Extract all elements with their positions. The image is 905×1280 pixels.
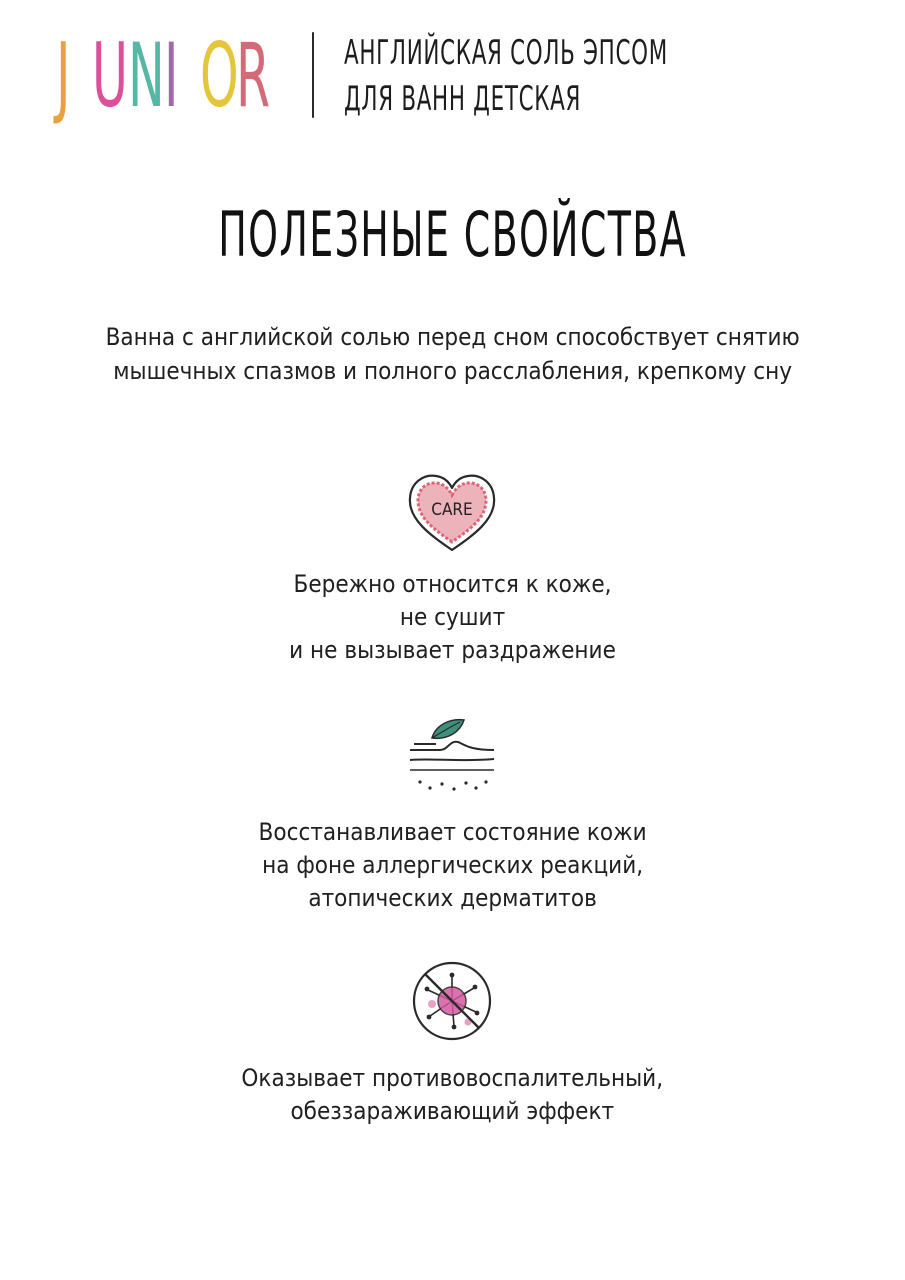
intro-line-2: мышечных спазмов и полного расслабления, крепкому сну [113,357,792,385]
benefit-2-line-1: Восстанавливает состояние кожи [258,818,647,846]
logo-letter-i: I [164,24,180,127]
logo-letter-o: O [200,24,240,127]
benefit-3-line-1: Оказывает противовоспалительный, [241,1064,664,1092]
header-divider [312,32,314,118]
benefit-1-line-2: не сушит [399,603,506,631]
benefit-2-line-3: атопических дерматитов [308,884,597,912]
benefit-3-line-2: обеззараживающий эффект [290,1097,615,1125]
care-label: CARE [431,500,473,520]
benefit-1-line-3: и не вызывает раздражение [289,636,616,664]
no-virus-icon [402,956,502,1046]
benefit-2-line-2: на фоне аллергических реакций, [261,851,643,879]
header [0,0,905,140]
logo-letter-j: J [56,24,72,127]
intro-line-1: Ванна с английской солью перед сном способствует снятию [105,323,800,351]
benefit-text-3 [0,1062,905,1128]
benefit-1-line-1: Бережно относится к коже, [293,570,612,598]
benefit-text-1 [0,568,905,667]
product-name-line-1: АНГЛИЙСКАЯ СОЛЬ ЭПСОМ [344,33,668,73]
product-name-line-2: ДЛЯ ВАНН ДЕТСКАЯ [344,79,582,119]
care-heart-icon [402,466,502,556]
logo-letter-n: N [128,24,166,127]
product-name [344,30,668,122]
page-title [0,195,905,275]
logo-letter-r: R [236,24,272,127]
brand-logo [56,24,272,127]
benefit-text-2 [0,816,905,915]
intro-text [0,320,905,388]
leaf-skin-layers-icon [402,712,502,802]
page-title-text: ПОЛЕЗНЫЕ СВОЙСТВА [218,198,687,271]
logo-letter-u: U [92,24,130,127]
